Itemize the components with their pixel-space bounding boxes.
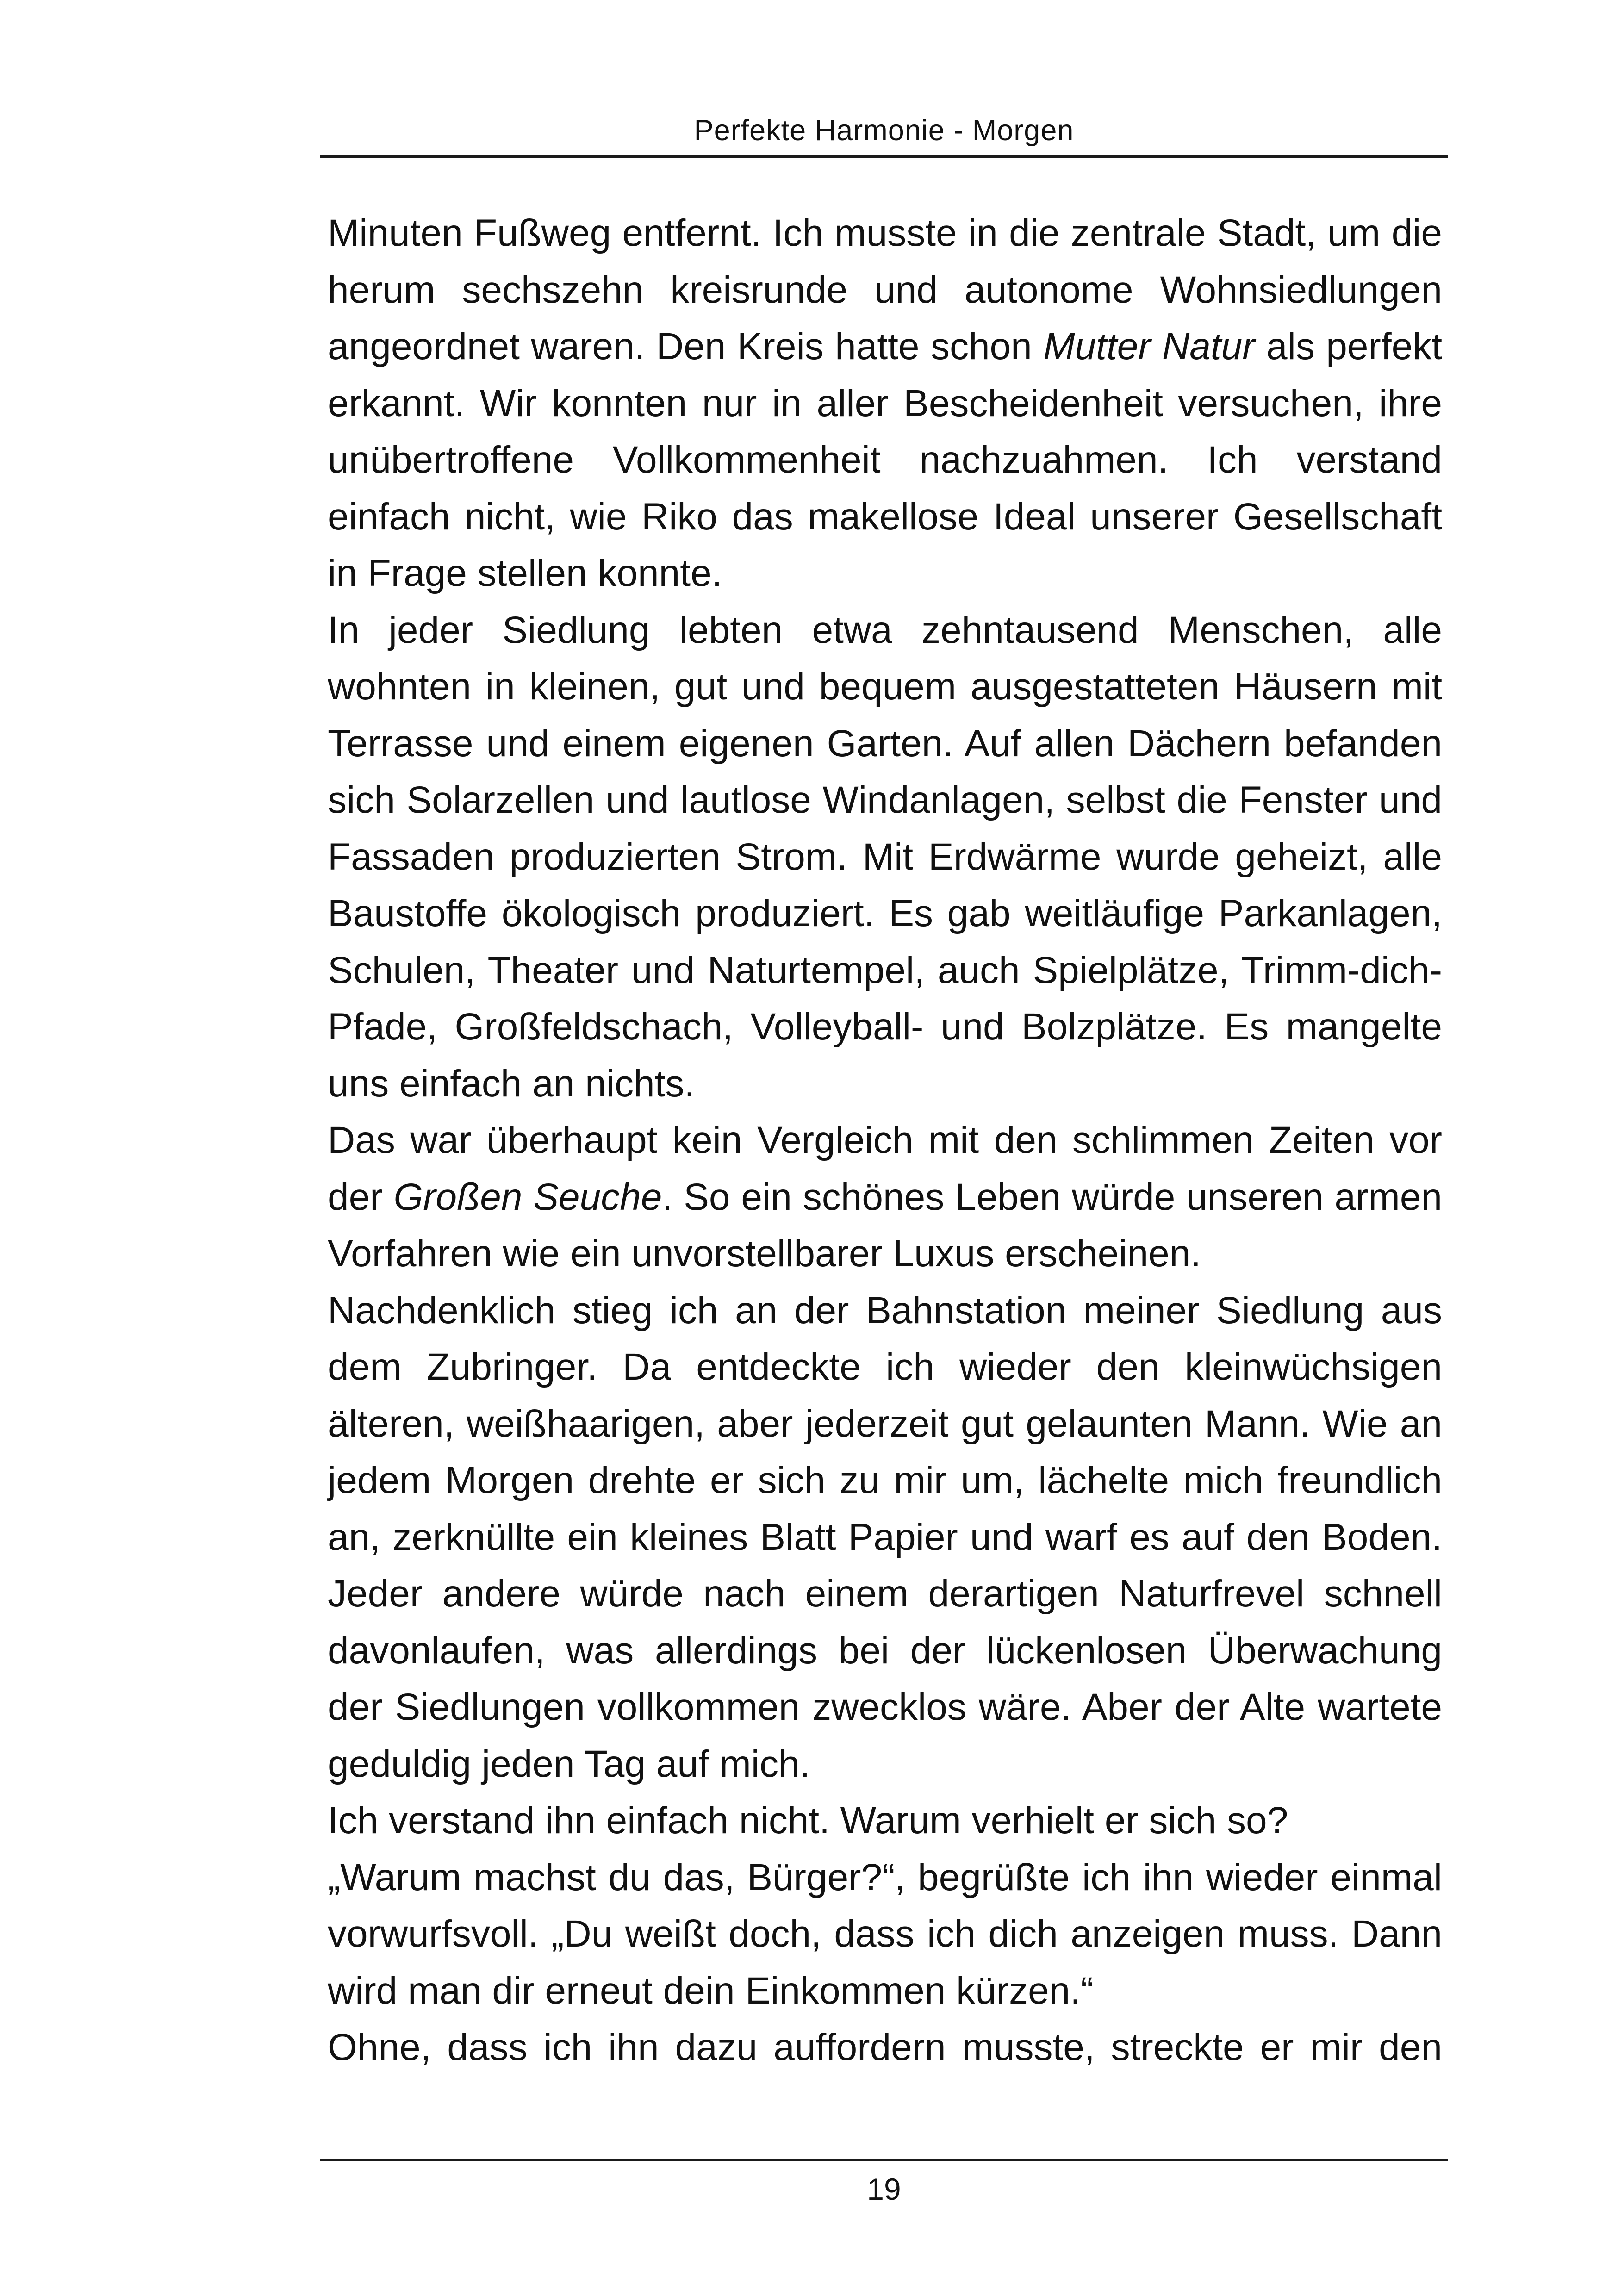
paragraph-text: als perfekt erkannt. Wir konnten nur in aller Bescheidenheit versuchen, ihre unübertroffene Vollkommenheit nachzuahmen. Ich verstand einfach nicht, wie Riko das makellose Ideal unserer Gesellschaft in Frage stellen konnte. — [328, 325, 1442, 594]
footer-rule — [320, 2159, 1448, 2161]
header-rule — [320, 155, 1448, 158]
paragraph-text: Minuten Fußweg entfernt. Ich musste in die zentrale Stadt, um die herum sechszehn kreisrunde und autonome Wohnsiedlungen angeordnet waren. Den Kreis hatte schon — [328, 212, 1442, 367]
emphasis-text: Mutter Natur — [1043, 325, 1255, 367]
paragraph: Ich verstand ihn einfach nicht. Warum verhielt er sich so? — [328, 1799, 1288, 1842]
paragraph: Ohne, dass ich ihn dazu auffordern musste, streckte er mir den — [328, 2026, 1442, 2068]
paragraph-text: Das war überhaupt kein Vergleich mit den schlimmen Zeiten vor der — [328, 1119, 1442, 1218]
running-header: Perfekte Harmonie - Morgen — [694, 114, 1074, 147]
page-number: 19 — [867, 2172, 901, 2206]
paragraph — [328, 205, 1442, 602]
paragraph: In jeder Siedlung lebten etwa zehntausend Menschen, alle wohnten in kleinen, gut und bequem ausgestatteten Häusern mit Terrasse und einem eigenen Garten. Auf allen Dächern befanden sich Solarzellen und lautlose Windanlagen, selbst die Fenster und Fassaden produzierten Strom. Mit Erdwärme wurde geheizt, alle Baustoffe ökologisch produziert. Es gab weitläufige Parkanlagen, Schulen, Theater und Naturtempel, auch Spielplätze, Trimm-dich-Pfade, Großfeldschach, Volleyball- und Bolzplätze. Es mangelte uns einfach an nichts. — [328, 609, 1442, 1105]
paragraph: „Warum machst du das, Bürger?“, begrüßte ich ihn wieder einmal vorwurfsvoll. „Du weißt doch, dass ich dich anzeigen muss. Dann wird man dir erneut dein Einkommen kürzen.“ — [328, 1856, 1442, 2012]
page-body — [328, 205, 1442, 2076]
emphasis-text: Großen Seuche — [393, 1176, 662, 1218]
paragraph — [328, 1112, 1442, 1282]
paragraph-text: . So ein schönes Leben würde unseren armen Vorfahren wie ein unvorstellbarer Luxus erscheinen. — [328, 1176, 1442, 1275]
paragraph: Nachdenklich stieg ich an der Bahnstation meiner Siedlung aus dem Zubringer. Da entdeckte ich wieder den kleinwüchsigen älteren, weißhaarigen, aber jederzeit gut gelaunten Mann. Wie an jedem Morgen drehte er sich zu mir um, lächelte mich freundlich an, zerknüllte ein kleines Blatt Papier und warf es auf den Boden. Jeder andere würde nach einem derartigen Naturfrevel schnell davonlaufen, was allerdings bei der lückenlosen Überwachung der Siedlungen vollkommen zwecklos wäre. Aber der Alte wartete geduldig jeden Tag auf mich. — [328, 1289, 1442, 1785]
